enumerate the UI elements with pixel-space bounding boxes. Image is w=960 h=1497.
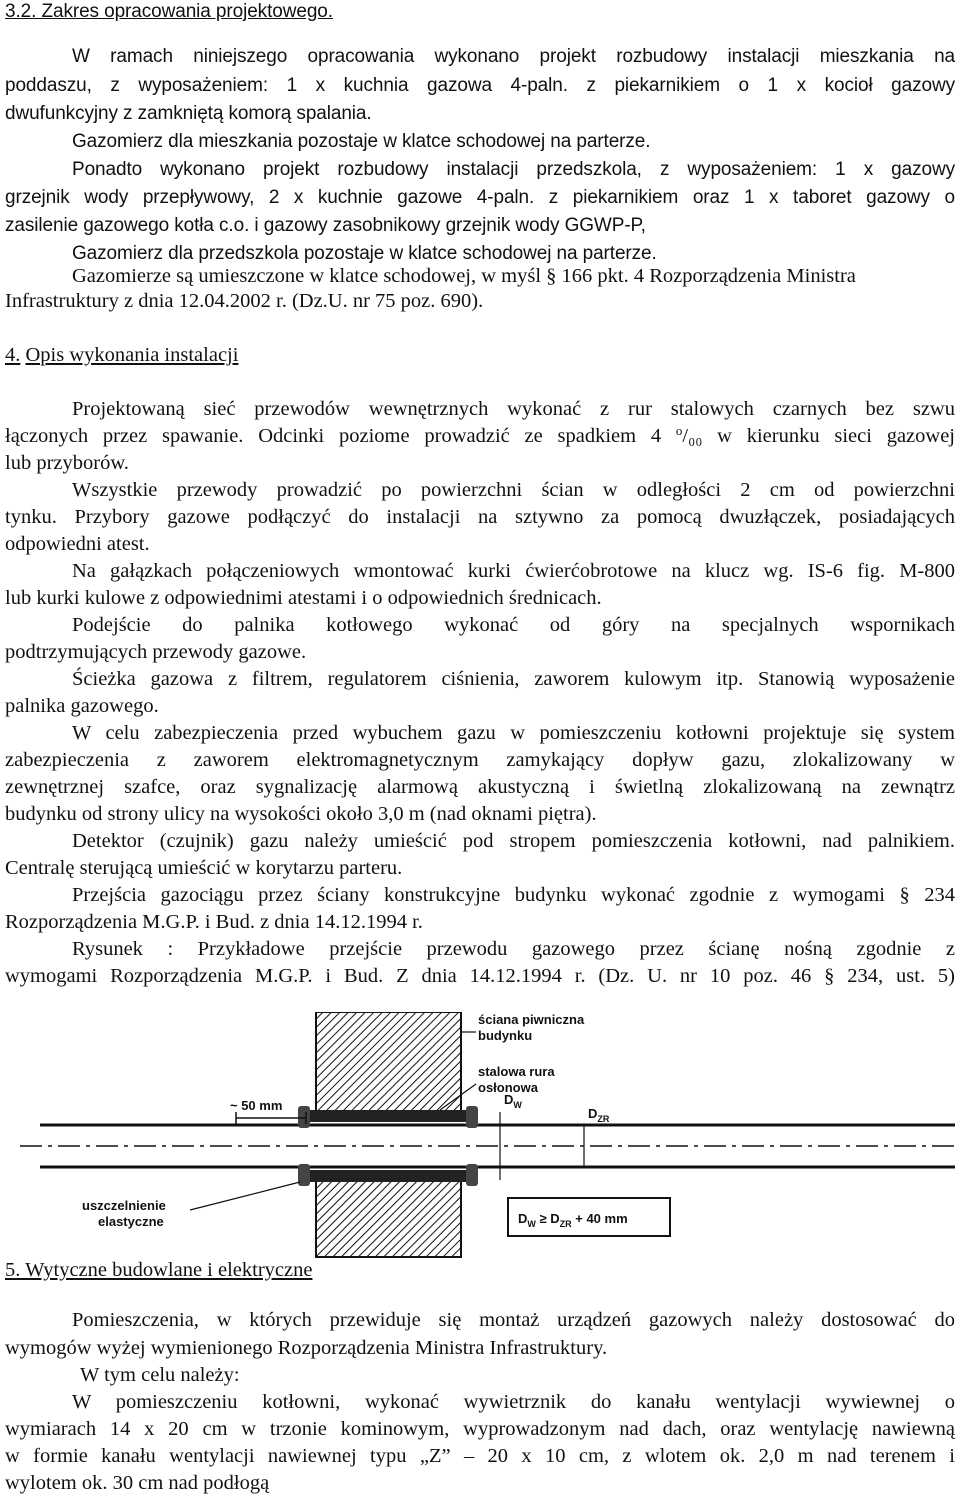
paragraph-line: dwufunkcyjny z zamkniętą komorą spalania.	[5, 103, 372, 124]
section-4-number: 4.	[5, 344, 21, 366]
wall-label-1: ściana piwniczna	[478, 1012, 585, 1027]
paragraph-line: wymogami Rozporządzenia M.G.P. i Bud. Z dnia 14.12.1994 r. (Dz. U. nr 10 poz. 46 § 234, ust. 5)	[5, 965, 955, 987]
superscript-o: o	[675, 423, 683, 438]
paragraph-line: odpowiedni atest.	[5, 533, 150, 555]
paragraph-line: Gazomierz dla mieszkania pozostaje w klatce schodowej na parterze.	[72, 131, 651, 152]
pipe-through-wall-figure	[0, 1012, 960, 1262]
seal-label-2: elastyczne	[98, 1214, 164, 1229]
paragraph-line: palnika gazowego.	[5, 695, 159, 717]
paragraph-line: Gazomierz dla przedszkola pozostaje w klatce schodowej na parterze.	[72, 243, 657, 264]
sleeve-label-2: osłonowa	[478, 1080, 538, 1095]
paragraph-line: Gazomierze są umieszczone w klatce schodowej, w myśl § 166 pkt. 4 Rozporządzenia Ministra	[72, 265, 856, 287]
paragraph-line: wymogów wyżej wymienionego Rozporządzenia Ministra Infrastruktury.	[5, 1337, 608, 1359]
section-3-2-heading: 3.2. Zakres opracowania projektowego.	[5, 1, 333, 22]
paragraph-line: W tym celu należy:	[80, 1364, 240, 1386]
paragraph-line: W ramach niniejszego opracowania wykonano projekt rozbudowy instalacji mieszkania na	[72, 46, 955, 67]
paragraph-line: grzejnik wody przepływowy, 2 x kuchnie gazowe 4-paln. z piekarnikiem oraz 1 x taboret gazowy o	[5, 187, 955, 208]
gap-label: ~ 50 mm	[230, 1098, 283, 1113]
dw-label: $D_W$	[504, 1092, 522, 1110]
paragraph-line: lub kurki kulowe z odpowiednimi atestami i o odpowiednich średnicach.	[5, 587, 602, 609]
paragraph-line: wymiarach 14 x 20 cm w trzonie kominowym, wyprowadzonym nad dach, oraz wentylację nawiewną	[5, 1418, 955, 1440]
paragraph-line: Centralę sterującą umieścić w korytarzu parteru.	[5, 857, 403, 879]
paragraph-line: W pomieszczeniu kotłowni, wykonać wywietrznik do kanału wentylacji wywiewnej o	[72, 1391, 955, 1413]
paragraph-line: poddaszu, z wyposażeniem: 1 x kuchnia gazowa 4-paln. z piekarnikiem o 1 x kocioł gazowy	[5, 75, 955, 96]
paragraph-line: lub przyborów.	[5, 452, 129, 474]
section-4-title: Opis wykonania instalacji	[25, 344, 239, 366]
paragraph-line: Na gałązkach połączeniowych wmontować kurki ćwierćobrotowe na klucz wg. IS-6 fig. M-800	[72, 560, 955, 582]
seal-left-bottom	[298, 1164, 310, 1186]
paragraph-line: W celu zabezpieczenia przed wybuchem gazu w pomieszczeniu kotłowni projektuje się system	[72, 722, 955, 744]
seal-label-1: uszczelnienie	[82, 1198, 166, 1213]
dzr-label: $D_{ZR}$	[588, 1106, 610, 1124]
paragraph-line: tynku. Przybory gazowe podłączyć do instalacji na sztywno za pomocą dwuzłączek, posiadających	[5, 506, 955, 528]
paragraph-line: zewnętrznej szafce, oraz sygnalizację alarmową akustyczną i świetlną zlokalizowaną na zewnątrz	[5, 776, 955, 798]
seal-right-bottom	[466, 1164, 478, 1186]
section-5-heading: 5. Wytyczne budowlane i elektryczne	[5, 1259, 313, 1281]
paragraph-line: budynku od strony ulicy na wysokości około 3,0 m (nad oknami piętra).	[5, 803, 597, 825]
wall-label-2: budynku	[478, 1028, 533, 1043]
section-4-heading	[5, 341, 955, 369]
paragraph-line: Wszystkie przewody prowadzić po powierzchni ścian w odległości 2 cm od powierzchni	[72, 479, 955, 501]
paragraph-line: zabezpieczenia z zaworem elektromagnetycznym zamykający dopływ gazu, zlokalizowany w	[5, 749, 955, 771]
paragraph-line: Pomieszczenia, w których przewiduje się montaż urządzeń gazowych należy dostosować do	[72, 1309, 955, 1331]
paragraph-line: Przejścia gazociągu przez ściany konstrukcyjne budynku wykonać zgodnie z wymogami § 234	[72, 884, 955, 906]
sleeve-top	[306, 1110, 471, 1122]
sleeve-label-1: stalowa rura	[478, 1064, 555, 1079]
paragraph-line: Infrastruktury z dnia 12.04.2002 r. (Dz.U. nr 75 poz. 690).	[5, 290, 484, 312]
paragraph-line: zasilenie gazowego kotła c.o. i gazowy zasobnikowy grzejnik wody GGWP-P,	[5, 215, 646, 236]
seal-right-top	[466, 1106, 478, 1128]
paragraph-line: Podejście do palnika kotłowego wykonać od góry na specjalnych wspornikach	[72, 614, 955, 636]
sleeve-bottom	[306, 1170, 471, 1182]
paragraph-line: Ponadto wykonano projekt rozbudowy instalacji przedszkola, z wyposażeniem: 1 x gazowy	[72, 159, 955, 180]
formula: $D_W \ge D_{ZR} + 40$ mm	[518, 1211, 628, 1229]
paragraph-line: Projektowaną sieć przewodów wewnętrznych wykonać z rur stalowych czarnych bez szwu	[72, 398, 955, 420]
paragraph-line: Rysunek : Przykładowe przejście przewodu gazowego przez ścianę nośną zgodnie z	[72, 938, 955, 960]
paragraph-line: Rozporządzenia M.G.P. i Bud. z dnia 14.12.1994 r.	[5, 911, 423, 933]
paragraph-line: w formie kanału wentylacji nawiewnej typu „Z” – 20 x 10 cm, z wlotem ok. 2,0 m nad terenem i	[5, 1445, 955, 1467]
paragraph-line: Detektor (czujnik) gazu należy umieścić pod stropem pomieszczenia kotłowni, nad palnikiem.	[72, 830, 955, 852]
paragraph-line: łączonych przez spawanie. Odcinki poziome prowadzić ze spadkiem 4 $^o$/₀₀ w kierunku sieci gazowej	[5, 423, 956, 447]
paragraph-line: wylotem ok. 30 cm nad podłogą	[5, 1472, 270, 1494]
paragraph-line: podtrzymujących przewody gazowe.	[5, 641, 307, 663]
paragraph-line: Ścieżka gazowa z filtrem, regulatorem ciśnienia, zaworem kulowym itp. Stanowią wyposażenie	[72, 668, 955, 690]
seal-left-top	[298, 1106, 310, 1128]
